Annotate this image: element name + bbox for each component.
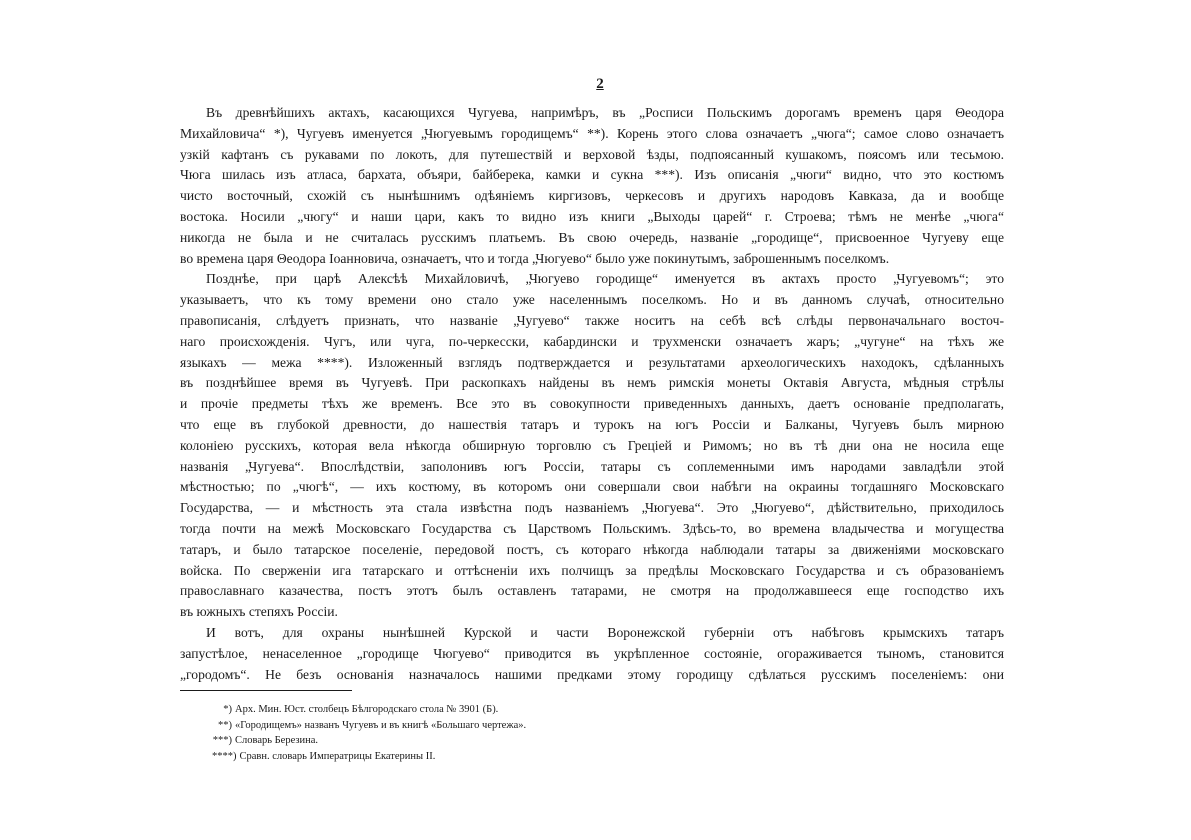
text-line: востока. Носили „чюгу“ и наши цари, какъ то видно изъ книги „Выходы царей“ г. Строева; тѣмъ не менѣе „чюга“ (180, 208, 1004, 224)
text-line: что еще въ глубокой древности, до нашествія татаръ и турокъ на югъ Россіи и Балканы, Чугуевъ былъ мирною (180, 416, 1004, 432)
text-line: въ позднѣйшее время въ Чугуевѣ. При раскопкахъ найдены въ немъ римскія монеты Октавія Августа, мѣдныя стрѣлы (180, 375, 1004, 391)
text-line: Михайловича“ *), Чугуевъ именуется „Чюгуевымъ городищемъ“ **). Корень этого слова означаетъ „чюга“; самое слово означаетъ (180, 125, 1004, 141)
text-line: Позднѣе, при царѣ Алексѣѣ Михайловичѣ, „Чюгуево городище“ именуется въ актахъ просто „Чугуевомъ“; это (206, 271, 1004, 287)
page-number: 2 (596, 76, 604, 92)
text-line: запустѣлое, ненаселенное „городище Чюгуево“ приводится въ укрѣпленное состояніе, огораживается тыномъ, становится (180, 645, 1004, 661)
footnote (212, 733, 712, 749)
text-line: наго происхожденія. Чугъ, или чуга, по-черкесски, кабардински и трухменски означаетъ жаръ; „чугуне“ на тѣхъ же (180, 333, 1004, 349)
text-line: чисто восточный, схожій съ нынѣшнимъ одѣяніемъ киргизовъ, черкесовъ и другихъ народовъ Кавказа, да и вообще (180, 188, 1004, 204)
footnote-mark: ***) (212, 735, 232, 746)
text-line: названія „Чугуева“. Впослѣдствіи, заполонивъ югъ Россіи, татары съ соплеменными имъ народами завладѣли этой (180, 458, 1004, 474)
text-line: правописанія, слѣдуетъ признать, что названіе „Чугуево“ также носитъ на себѣ всѣ слѣды первоначальнаго восточ- (180, 312, 1004, 328)
text-line: узкій кафтанъ съ рукавами по локоть, для путешествій и верховой ѣзды, подпоясанный кушакомъ, поясомъ или тесьмою. (180, 146, 1004, 162)
paragraph (180, 623, 1004, 685)
footnote (212, 702, 712, 718)
text-line: языкахъ — межа ****). Изложенный взглядъ подтверждается и результатами археологическихъ находокъ, сдѣланныхъ (180, 354, 1004, 370)
text-line: указываетъ, что къ тому времени оно стало уже населеннымъ поселкомъ. Но и въ данномъ случаѣ, относительно (180, 292, 1004, 308)
text-line: колоніею русскихъ, которая вела нѣкогда обширную торговлю съ Греціей и Римомъ; но въ тѣ дни она не носила еще (180, 437, 1004, 453)
footnote (212, 749, 712, 765)
text-line: Государства, — и мѣстность эта стала извѣстна подъ названіемъ „Чюгуева“. Это „Чюгуево“, дѣйствительно, приходилось (180, 500, 1004, 516)
footnote-mark: **) (218, 719, 232, 731)
text-line: во времена царя Θеодора Іоанновича, означаетъ, что и тогда „Чюгуево“ было уже покинутымъ, заброшеннымъ поселкомъ. (180, 250, 890, 266)
footnote (212, 718, 712, 734)
footnote-text: Арх. Мин. Юст. столбецъ Бѣлгородскаго стола № 3901 (Б). (235, 704, 499, 715)
text-line: татаръ, и было татарское поселеніе, передовой постъ, съ котораго нѣкогда наблюдали татары за движеніями московскаго (180, 541, 1004, 557)
footnote-divider (180, 690, 352, 691)
text-line: и прочіе предметы тѣхъ же временъ. Все это въ совокупности приведенныхъ данныхъ, даетъ основаніе предполагать, (180, 396, 1004, 412)
text-line: войска. По сверженіи ига татарскаго и оттѣсненіи ихъ полчищъ за предѣлы Московскаго Государства и съ образованіемъ (180, 562, 1004, 578)
text-line: „городомъ“. Не безъ основанія назначалось нашими предками этому городищу сдѣлаться русскимъ поселеніемъ: они (180, 666, 1004, 682)
footnote-mark: ****) (212, 750, 237, 762)
text-line: мѣстностью; по „чюгѣ“, — ихъ костюму, въ которомъ они совершали свои набѣги на окраины тогдашняго Московскаго (180, 479, 1004, 495)
text-line: никогда не была и не считалась русскимъ платьемъ. Въ свою очередь, названіе „городище“, присвоенное Чугуеву еще (180, 229, 1004, 245)
text-line: тогда почти на межѣ Московскаго Государства съ Царствомъ Польскимъ. Здѣсь-то, во времена владычества и могущества (180, 520, 1004, 536)
footnote-text: «Городищемъ» названъ Чугуевъ и въ книгѣ «Большаго чертежа». (235, 719, 527, 731)
text-line: Чюга шилась изъ атласа, бархата, объяри, байберека, камки и сукна ***). Изъ описанія „чюги“ видно, что это костюмъ (180, 167, 1004, 183)
body-text (180, 103, 1004, 685)
footnote-text: Сравн. словарь Императрицы Екатерины II. (239, 750, 436, 762)
paragraph (180, 269, 1004, 623)
footnotes (212, 702, 712, 764)
paragraph (180, 103, 1004, 269)
footnote-mark: *) (223, 704, 232, 715)
text-line: Въ древнѣйшихъ актахъ, касающихся Чугуева, напримѣръ, въ „Росписи Польскимъ дорогамъ временъ царя Θеодора (206, 105, 1004, 120)
text-line: православнаго казачества, постъ этотъ былъ оставленъ татарами, не смотря на продолжавшееся еще господство ихъ (180, 583, 1004, 599)
footnote-text: Словарь Березина. (235, 735, 319, 746)
text-line: въ южныхъ степяхъ Россіи. (180, 604, 338, 620)
text-line: И вотъ, для охраны нынѣшней Курской и части Воронежской губерніи отъ набѣговъ крымскихъ татаръ (206, 624, 1004, 640)
